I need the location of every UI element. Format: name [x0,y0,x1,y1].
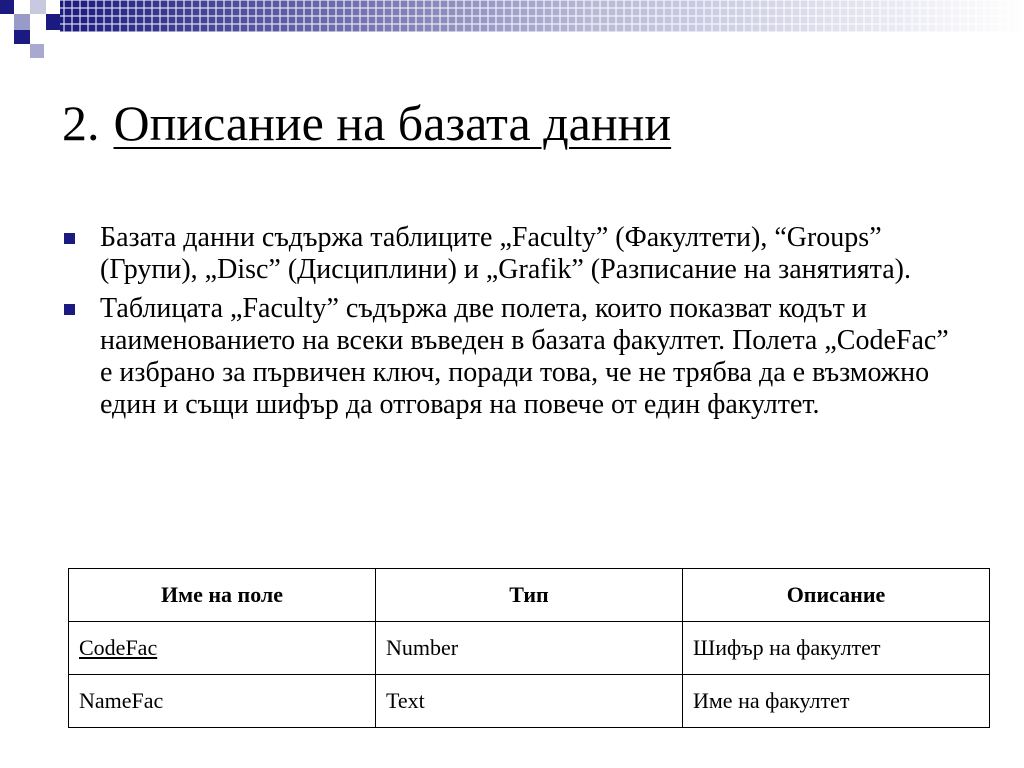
square-bullet-icon [64,233,75,244]
table-cell: Text [376,675,683,728]
decor-square [30,0,46,14]
header-decoration [0,0,1024,60]
column-header-field-name: Име на поле [69,569,376,622]
decor-square [14,14,30,30]
table-cell [69,622,376,675]
table-row [69,622,990,675]
table-cell: NameFac [69,675,376,728]
decor-square [0,0,14,14]
table-header-row [69,569,990,622]
column-header-type: Тип [376,569,683,622]
table-cell: Име на факултет [683,675,990,728]
bullet-item [62,293,962,421]
decor-square [46,14,60,30]
table-row [69,675,990,728]
slide-title [62,96,671,151]
fields-table [68,568,990,728]
field-name-primary-key: CodeFac [79,635,158,660]
table-cell: Шифър на факултет [683,622,990,675]
bullet-list [62,222,962,428]
column-header-description: Описание [683,569,990,622]
decor-square [30,44,44,58]
table-cell: Number [376,622,683,675]
bullet-item [62,222,962,286]
decor-square [14,30,30,44]
bullet-text: Базата данни съдържа таблиците „Faculty” (Факултети), “Groups” (Групи), „Disc” (Дисциплини) и „Grafik” (Разписание на занятията). [100,222,911,285]
title-text: Описание на базата данни [113,95,672,151]
bullet-text: Таблицата „Faculty” съдържа две полета, които показват кодът и наименованието на всеки въведен в базата факултет. Полета „CodeFac” е избрано за първичен ключ, поради това, че не трябва да е възможно един и същи шифър да отговаря на повече от един факултет. [100,293,949,420]
title-number: 2. [62,95,100,151]
square-bullet-icon [64,304,75,315]
